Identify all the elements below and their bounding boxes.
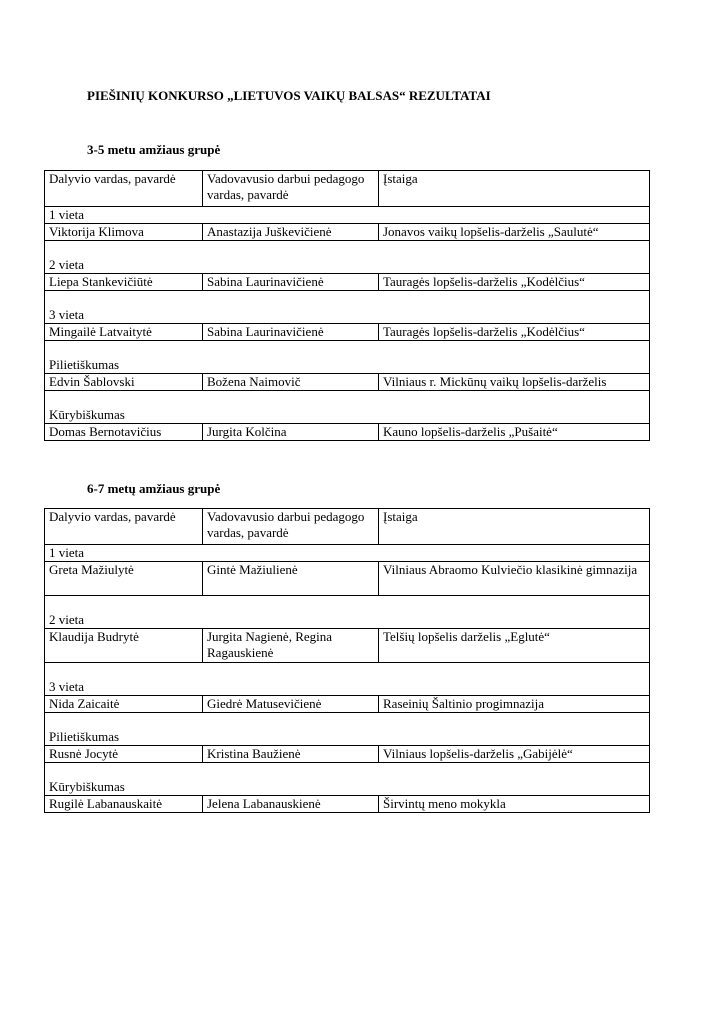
group-label-row <box>45 663 650 696</box>
teacher-cell: Jurgita Kolčina <box>203 424 379 441</box>
group-label: 1 vieta <box>45 545 650 562</box>
participant-cell: Nida Zaicaitė <box>45 696 203 713</box>
teacher-cell: Sabina Laurinavičienė <box>203 274 379 291</box>
table-row <box>45 746 650 763</box>
participant-cell: Greta Mažiulytė <box>45 562 203 596</box>
participant-cell: Klaudija Budrytė <box>45 629 203 663</box>
institution-cell: Kauno lopšelis-darželis „Pušaitė“ <box>379 424 650 441</box>
group-label: Pilietiškumas <box>45 341 650 374</box>
group-label: 3 vieta <box>45 291 650 324</box>
participant-cell: Edvin Šablovski <box>45 374 203 391</box>
table-row <box>45 324 650 341</box>
institution-cell: Vilniaus lopšelis-darželis „Gabijėlė“ <box>379 746 650 763</box>
group-label-row <box>45 545 650 562</box>
header-teacher: Vadovavusio darbui pedagogo vardas, pavardė <box>203 171 379 207</box>
participant-cell: Rusnė Jocytė <box>45 746 203 763</box>
group-label-row <box>45 391 650 424</box>
participant-cell: Rugilė Labanauskaitė <box>45 796 203 813</box>
participant-cell: Domas Bernotavičius <box>45 424 203 441</box>
table-row <box>45 224 650 241</box>
table-row <box>45 374 650 391</box>
group-label-row <box>45 241 650 274</box>
group-label: Kūrybiškumas <box>45 391 650 424</box>
header-institution: Įstaiga <box>379 509 650 545</box>
institution-cell: Vilniaus Abraomo Kulviečio klasikinė gimnazija <box>379 562 650 596</box>
group-label: 1 vieta <box>45 207 650 224</box>
header-participant: Dalyvio vardas, pavardė <box>45 171 203 207</box>
institution-cell: Jonavos vaikų lopšelis-darželis „Saulutė“ <box>379 224 650 241</box>
institution-cell: Vilniaus r. Mickūnų vaikų lopšelis-darželis <box>379 374 650 391</box>
section-heading-3-5: 3-5 metu amžiaus grupė <box>87 142 221 157</box>
section-heading-6-7: 6-7 metų amžiaus grupė <box>87 481 221 496</box>
group-label: 2 vieta <box>45 596 650 629</box>
table-row <box>45 424 650 441</box>
teacher-cell: Sabina Laurinavičienė <box>203 324 379 341</box>
group-label-row <box>45 207 650 224</box>
header-participant: Dalyvio vardas, pavardė <box>45 509 203 545</box>
table-row <box>45 796 650 813</box>
table-row <box>45 696 650 713</box>
group-label-row <box>45 596 650 629</box>
teacher-cell: Božena Naimovič <box>203 374 379 391</box>
results-table-3-5 <box>44 170 650 441</box>
table-header-row <box>45 171 650 207</box>
group-label: Kūrybiškumas <box>45 763 650 796</box>
teacher-cell: Giedrė Matusevičienė <box>203 696 379 713</box>
participant-cell: Mingailė Latvaitytė <box>45 324 203 341</box>
participant-cell: Viktorija Klimova <box>45 224 203 241</box>
table-header-row <box>45 509 650 545</box>
table-row <box>45 629 650 663</box>
teacher-cell: Anastazija Juškevičienė <box>203 224 379 241</box>
group-label-row <box>45 341 650 374</box>
group-label: 2 vieta <box>45 241 650 274</box>
group-label: Pilietiškumas <box>45 713 650 746</box>
institution-cell: Tauragės lopšelis-darželis „Kodėlčius“ <box>379 324 650 341</box>
teacher-cell: Jurgita Nagienė, Regina Ragauskienė <box>203 629 379 663</box>
institution-cell: Telšių lopšelis darželis „Eglutė“ <box>379 629 650 663</box>
institution-cell: Raseinių Šaltinio progimnazija <box>379 696 650 713</box>
header-teacher: Vadovavusio darbui pedagogo vardas, pavardė <box>203 509 379 545</box>
institution-cell: Tauragės lopšelis-darželis „Kodėlčius“ <box>379 274 650 291</box>
results-table-6-7 <box>44 508 650 813</box>
table-row <box>45 274 650 291</box>
teacher-cell: Gintė Mažiulienė <box>203 562 379 596</box>
teacher-cell: Jelena Labanauskienė <box>203 796 379 813</box>
participant-cell: Liepa Stankevičiūtė <box>45 274 203 291</box>
group-label-row <box>45 291 650 324</box>
institution-cell: Širvintų meno mokykla <box>379 796 650 813</box>
group-label-row <box>45 713 650 746</box>
group-label: 3 vieta <box>45 663 650 696</box>
header-institution: Įstaiga <box>379 171 650 207</box>
group-label-row <box>45 763 650 796</box>
teacher-cell: Kristina Baužienė <box>203 746 379 763</box>
document-title: PIEŠINIŲ KONKURSO „LIETUVOS VAIKŲ BALSAS“ REZULTATAI <box>87 88 491 103</box>
table-row <box>45 562 650 596</box>
